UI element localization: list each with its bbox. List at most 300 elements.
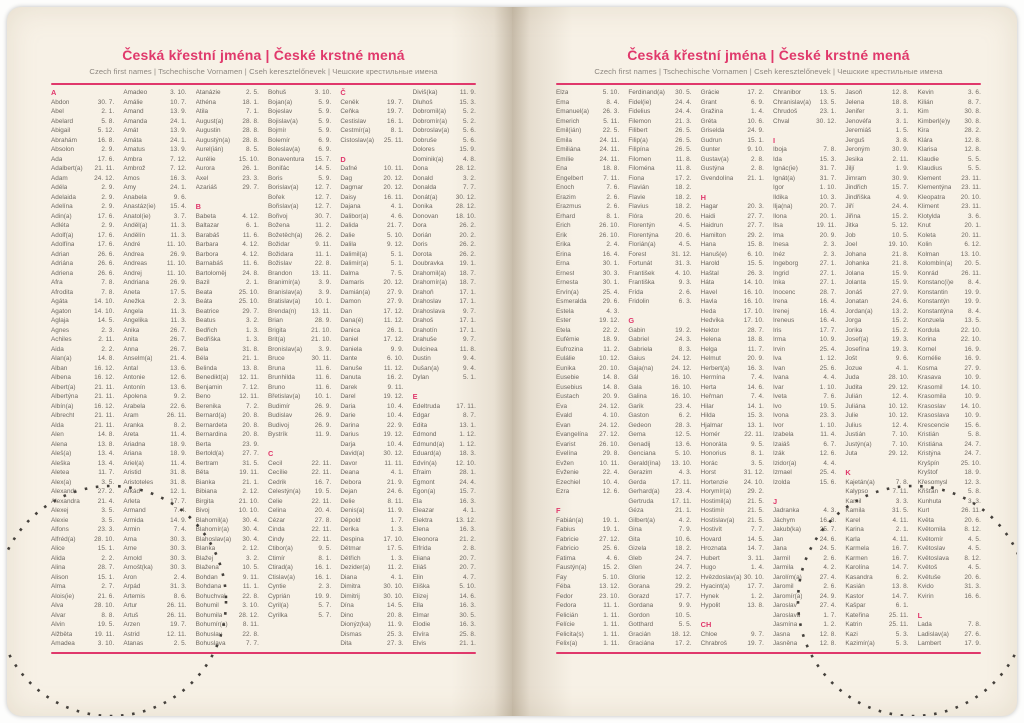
name-day-row — [51, 630, 114, 640]
name-day-row — [845, 563, 908, 573]
name-cell: Gerazim — [628, 469, 653, 477]
date-cell: 7. 11. — [603, 174, 620, 182]
date-cell: 5. 8. — [101, 117, 115, 125]
name-cell: Klarisa — [917, 146, 938, 154]
date-cell: 4. 12. — [242, 212, 259, 220]
date-cell: 22. 8. — [242, 630, 259, 638]
letter-header-row — [340, 155, 403, 165]
date-cell: 24. 10. — [743, 478, 764, 486]
date-cell: 4. 10. — [675, 269, 692, 277]
name-cell: Bruce — [267, 355, 285, 363]
name-day-row — [701, 506, 764, 516]
name-cell: Hostimír — [700, 507, 725, 515]
name-day-row — [196, 221, 259, 231]
date-cell: 21. 11. — [94, 165, 115, 173]
date-cell: 2. 7. — [101, 583, 115, 591]
name-day-row — [845, 88, 908, 98]
name-cell: Bohuslav — [195, 630, 222, 638]
date-cell: 1. 9. — [895, 165, 909, 173]
name-day-row — [845, 354, 908, 364]
name-day-row — [556, 117, 619, 127]
name-cell: Florentýn — [628, 222, 655, 230]
name-cell: Dalila — [340, 241, 357, 249]
date-cell: 8. 3. — [678, 345, 692, 353]
name-day-row — [701, 155, 764, 165]
date-cell: 10. 9. — [819, 336, 837, 344]
name-cell: Izidor(a) — [772, 459, 797, 467]
name-cell: Hroznata — [700, 545, 727, 553]
name-cell: Enoch — [556, 184, 575, 192]
name-cell: Kasandra — [845, 573, 873, 581]
name-day-row — [340, 354, 403, 364]
date-cell: 28. 12. — [455, 165, 476, 173]
name-cell: Dobruše — [412, 136, 437, 144]
name-cell: Alva — [51, 602, 64, 610]
name-day-row — [701, 288, 764, 298]
date-cell: 24. 6. — [387, 488, 404, 496]
date-cell: 15. 7. — [459, 488, 476, 496]
name-day-row — [340, 136, 403, 146]
date-cell: 3. 5. — [101, 478, 115, 486]
name-day-row — [845, 335, 908, 345]
date-cell: 8. 7. — [968, 98, 981, 106]
name-cell: Alena — [51, 440, 68, 448]
name-cell: Edmond — [412, 431, 437, 439]
name-cell: Cinda — [267, 526, 285, 534]
name-cell: Antonín — [123, 383, 146, 391]
date-cell: 7. 4. — [751, 393, 764, 401]
planner-spread — [7, 7, 1017, 716]
name-day-row — [556, 592, 619, 602]
date-cell: 17. 5. — [170, 288, 187, 296]
name-cell: Bohuchval — [195, 592, 226, 600]
name-day-row — [123, 364, 186, 374]
name-day-row — [628, 497, 691, 507]
name-day-row — [845, 145, 908, 155]
name-cell: Hanuš(e) — [700, 250, 727, 258]
name-cell: Kvido — [917, 583, 934, 591]
name-day-row — [51, 136, 114, 146]
name-day-row — [556, 98, 619, 108]
name-day-row — [845, 174, 908, 184]
name-day-row — [196, 212, 259, 222]
date-cell: 26. 5. — [675, 146, 692, 154]
name-day-row — [196, 155, 259, 165]
name-day-row — [773, 620, 836, 630]
name-cell: Berta — [195, 440, 211, 448]
date-cell: 27. 1. — [819, 260, 837, 268]
date-cell: 9. 6. — [173, 193, 187, 201]
name-cell: Hilda — [700, 412, 716, 420]
name-day-row — [845, 288, 908, 298]
name-day-row — [918, 174, 981, 184]
date-cell: 7. 10. — [892, 431, 909, 439]
date-cell: 14. 5. — [97, 317, 115, 325]
name-day-row — [701, 307, 764, 317]
name-day-row — [773, 240, 836, 250]
name-cell: Klementýna — [917, 184, 952, 192]
name-day-row — [628, 193, 691, 203]
date-cell: 15. 7. — [892, 184, 909, 192]
name-day-row — [918, 126, 981, 136]
date-cell: 2. 4. — [606, 241, 620, 249]
name-cell: Alen — [51, 431, 64, 439]
name-day-row — [628, 554, 691, 564]
date-cell: 20. 8. — [242, 412, 259, 420]
name-cell: Dimitrij — [340, 592, 360, 600]
name-day-row — [773, 459, 836, 469]
name-day-row — [413, 354, 476, 364]
date-cell: 25. 11. — [383, 136, 404, 144]
name-cell: Jana — [772, 545, 787, 553]
name-day-row — [773, 145, 836, 155]
date-cell: 12. 7. — [314, 203, 332, 211]
name-cell: Aristid — [123, 469, 142, 477]
name-cell: Irvin — [772, 345, 786, 353]
name-day-row — [845, 554, 908, 564]
date-cell: 21. 10. — [238, 497, 259, 505]
name-day-row — [268, 478, 331, 488]
name-cell: Haidrun — [700, 222, 724, 230]
name-day-row — [340, 307, 403, 317]
date-cell: 13. 8. — [747, 602, 764, 610]
name-day-row — [773, 449, 836, 459]
date-cell: 1. 11. — [603, 630, 620, 638]
name-day-row — [123, 535, 186, 545]
name-cell: Ilja(na) — [772, 203, 793, 211]
date-cell: 24. 7. — [964, 440, 981, 448]
name-day-row — [340, 440, 403, 450]
page-title: Česká křestní jména | České krstné mená — [122, 47, 405, 63]
name-cell: Kosma — [917, 364, 938, 372]
name-day-row — [918, 326, 981, 336]
date-cell: 24. 11. — [599, 136, 620, 144]
name-day-row — [918, 525, 981, 535]
date-cell: 31. 12. — [743, 469, 764, 477]
name-cell: Celie — [267, 497, 283, 505]
date-cell: 2. 12. — [242, 488, 259, 496]
name-cell: Knut — [917, 222, 931, 230]
name-cell: Babeta — [195, 212, 216, 220]
name-cell: Gorazd — [628, 592, 650, 600]
name-cell: Donalda — [412, 184, 437, 192]
name-day-row — [196, 269, 259, 279]
date-cell: 16. 10. — [671, 383, 692, 391]
date-cell: 16. 8. — [97, 136, 115, 144]
date-cell: 7. 4. — [173, 507, 187, 515]
name-cell: Gordana — [628, 602, 654, 610]
name-cell: Helmut — [700, 355, 721, 363]
name-day-row — [413, 174, 476, 184]
name-day-row — [268, 402, 331, 412]
name-day-row — [701, 98, 764, 108]
date-cell: 3. 5. — [101, 507, 115, 515]
date-cell: 22. 5. — [602, 127, 620, 135]
date-cell: 4. 9. — [895, 193, 909, 201]
date-cell: 15. 4. — [170, 203, 187, 211]
name-day-row — [701, 316, 764, 326]
date-cell: 17. 7. — [747, 583, 764, 591]
date-cell: 6. 12. — [964, 241, 981, 249]
name-day-row — [628, 240, 691, 250]
name-day-row — [340, 573, 403, 583]
date-cell: 13. 1. — [459, 421, 476, 429]
name-day-row — [340, 639, 403, 649]
name-cell: Adelína — [51, 203, 73, 211]
date-cell: 3. 10. — [314, 89, 332, 97]
name-day-row — [413, 639, 476, 649]
name-day-row — [845, 278, 908, 288]
name-cell: Hostimil(a) — [700, 497, 732, 505]
name-cell: Belinda — [195, 364, 217, 372]
name-day-row — [918, 487, 981, 497]
date-cell: 22. 11. — [311, 469, 332, 477]
name-day-row — [918, 345, 981, 355]
date-cell: 11. 3. — [170, 307, 187, 315]
name-day-row — [701, 497, 764, 507]
letter-header: J — [772, 496, 778, 506]
name-cell: Alfons — [51, 526, 69, 534]
name-day-row — [413, 535, 476, 545]
name-day-row — [196, 288, 259, 298]
name-day-row — [340, 269, 403, 279]
name-cell: Chranibor — [772, 89, 802, 97]
name-day-row — [340, 620, 403, 630]
date-cell: 19. 1. — [602, 516, 620, 524]
name-cell: Dluhoš — [412, 98, 433, 106]
name-cell: Kryštof — [917, 469, 938, 477]
name-cell: Andrea — [123, 250, 144, 258]
name-day-row — [701, 126, 764, 136]
name-day-row — [123, 497, 186, 507]
name-day-row — [123, 592, 186, 602]
name-day-row — [773, 563, 836, 573]
name-cell: Darie — [340, 412, 356, 420]
name-day-row — [340, 278, 403, 288]
name-day-row — [845, 126, 908, 136]
date-cell: 7. 8. — [895, 478, 909, 486]
date-cell: 20. 8. — [387, 611, 404, 619]
date-cell: 16. 3. — [170, 174, 187, 182]
name-cell: Flavie — [628, 193, 646, 201]
name-cell: Arzen — [123, 621, 141, 629]
date-cell: 3. 2. — [463, 174, 476, 182]
date-cell: 11. 10. — [166, 260, 187, 268]
name-cell: Galina — [628, 393, 647, 401]
name-cell: Jaroslava — [772, 611, 801, 619]
name-day-row — [628, 430, 691, 440]
name-cell: Brunhilda — [267, 374, 295, 382]
date-cell: 30. 3. — [170, 545, 187, 553]
name-cell: Hubert — [700, 554, 720, 562]
name-cell: Arleta — [123, 497, 141, 505]
date-cell: 7. 6. — [823, 393, 837, 401]
date-cell: 11. 6. — [242, 231, 259, 239]
name-cell: Alvar — [51, 611, 66, 619]
name-day-row — [628, 212, 691, 222]
date-cell: 2. 5. — [173, 640, 187, 648]
name-cell: Faustýn(a) — [556, 564, 587, 572]
name-day-row — [628, 392, 691, 402]
date-cell: 22. 9. — [387, 421, 404, 429]
name-cell: Dajana — [340, 203, 361, 211]
name-day-row — [413, 136, 476, 146]
name-cell: Afra — [51, 279, 63, 287]
date-cell: 20. 5. — [964, 260, 981, 268]
date-cell: 7. 12. — [242, 383, 259, 391]
name-day-row — [628, 383, 691, 393]
name-cell: Dionýz(ka) — [340, 621, 371, 629]
name-day-row — [340, 202, 403, 212]
name-day-row — [340, 611, 403, 621]
date-cell: 27. 1. — [819, 269, 837, 277]
name-day-row — [123, 630, 186, 640]
name-day-row — [628, 459, 691, 469]
name-day-row — [51, 250, 114, 260]
name-day-row — [340, 421, 403, 431]
name-day-row — [701, 459, 764, 469]
name-cell: Darek — [340, 383, 358, 391]
name-day-row — [845, 430, 908, 440]
name-cell: Justián — [845, 431, 866, 439]
name-day-row — [628, 411, 691, 421]
date-cell: 13. 4. — [97, 459, 115, 467]
name-day-row — [123, 430, 186, 440]
date-cell: 20. 12. — [383, 184, 404, 192]
date-cell: 31. 3. — [675, 260, 692, 268]
date-cell: 14. 7. — [892, 592, 909, 600]
name-cell: Emila — [556, 136, 572, 144]
name-cell: Ezra — [556, 488, 570, 496]
name-cell: Felix(a) — [556, 640, 578, 648]
name-cell: Bertram — [195, 459, 219, 467]
name-day-row — [628, 174, 691, 184]
name-day-row — [701, 525, 764, 535]
date-cell: 27. 8. — [314, 516, 332, 524]
name-cell: Fedor — [556, 592, 573, 600]
name-cell: Brit(a) — [267, 336, 286, 344]
name-day-row — [701, 573, 764, 583]
date-cell: 14. 7. — [892, 564, 909, 572]
name-day-row — [773, 202, 836, 212]
name-cell: Dalibor(a) — [340, 212, 369, 220]
name-day-row — [51, 183, 114, 193]
date-cell: 30. 12. — [383, 450, 404, 458]
date-cell: 25. 3. — [387, 630, 404, 638]
date-cell: 2. 11. — [98, 336, 115, 344]
name-day-row — [413, 288, 476, 298]
name-day-row — [701, 468, 764, 478]
date-cell: 22. 8. — [242, 592, 259, 600]
name-cell: Jarmil — [772, 554, 791, 562]
date-cell: 2. 3. — [318, 583, 332, 591]
name-cell: Armin — [123, 526, 141, 534]
name-day-row — [701, 487, 764, 497]
name-day-row — [51, 535, 114, 545]
name-day-row — [413, 411, 476, 421]
name-cell: Andrej — [123, 269, 142, 277]
name-day-row — [845, 592, 908, 602]
name-day-row — [268, 145, 331, 155]
name-day-row — [196, 345, 259, 355]
date-cell: 21. 7. — [387, 222, 404, 230]
date-cell: 16. 12. — [94, 374, 115, 382]
date-cell: 16. 10. — [671, 374, 692, 382]
name-cell: Dominik(a) — [412, 155, 444, 163]
name-cell: Klement — [917, 174, 942, 182]
date-cell: 10. 3. — [819, 193, 837, 201]
name-day-row — [123, 421, 186, 431]
date-cell: 10. 11. — [599, 459, 620, 467]
name-day-row — [701, 202, 764, 212]
name-cell: Dětmar — [340, 545, 362, 553]
name-day-row — [51, 316, 114, 326]
name-cell: Bojislav(a) — [267, 117, 298, 125]
name-cell: Bojeslav — [267, 108, 293, 116]
name-cell: Arnošt(ka) — [123, 564, 153, 572]
date-cell: 12. 8. — [892, 89, 909, 97]
name-day-row — [918, 620, 981, 630]
date-cell: 10. 11. — [383, 165, 404, 173]
name-cell: Jonatan — [845, 298, 869, 306]
name-cell: Cyprián — [267, 592, 291, 600]
name-day-row — [628, 525, 691, 535]
name-day-column — [773, 88, 836, 649]
name-cell: Daniel — [340, 336, 359, 344]
name-cell: Erazmus — [556, 203, 582, 211]
name-day-row — [196, 316, 259, 326]
name-day-row — [51, 430, 114, 440]
name-day-row — [773, 506, 836, 516]
name-day-row — [413, 449, 476, 459]
date-cell: 4. 3. — [678, 469, 692, 477]
name-day-column — [196, 88, 259, 649]
name-day-row — [773, 98, 836, 108]
date-cell: 24. 4. — [675, 108, 692, 116]
name-day-row — [196, 411, 259, 421]
name-cell: Fay — [556, 573, 567, 581]
name-day-row — [51, 478, 114, 488]
date-cell: 26. 10. — [599, 222, 620, 230]
name-cell: Grant — [700, 98, 717, 106]
name-day-row — [340, 430, 403, 440]
name-cell: Agaton — [51, 307, 72, 315]
name-day-row — [628, 373, 691, 383]
date-cell: 26. 2. — [459, 241, 476, 249]
name-cell: Erhard — [556, 212, 576, 220]
name-day-row — [918, 231, 981, 241]
name-day-row — [340, 468, 403, 478]
name-cell: Ábel — [51, 108, 64, 116]
name-cell: Forest — [628, 250, 647, 258]
name-cell: Jitka — [845, 222, 859, 230]
name-cell: Filoména — [628, 165, 655, 173]
name-day-row — [918, 221, 981, 231]
date-cell: 26. 7. — [170, 345, 187, 353]
letter-header-row — [701, 193, 764, 203]
name-cell: Kevin — [917, 89, 934, 97]
date-cell: 30. 8. — [964, 117, 981, 125]
date-cell: 1. 11. — [603, 611, 620, 619]
name-cell: Dobromír(a) — [412, 117, 448, 125]
date-cell: 2. 4. — [173, 573, 187, 581]
date-cell: 17. 10. — [743, 307, 764, 315]
name-day-row — [51, 212, 114, 222]
date-cell: 19. 7. — [387, 108, 404, 116]
name-cell: Doubravka — [412, 260, 444, 268]
name-cell: Eufrozina — [556, 345, 583, 353]
date-cell: 10. 5. — [242, 564, 259, 572]
